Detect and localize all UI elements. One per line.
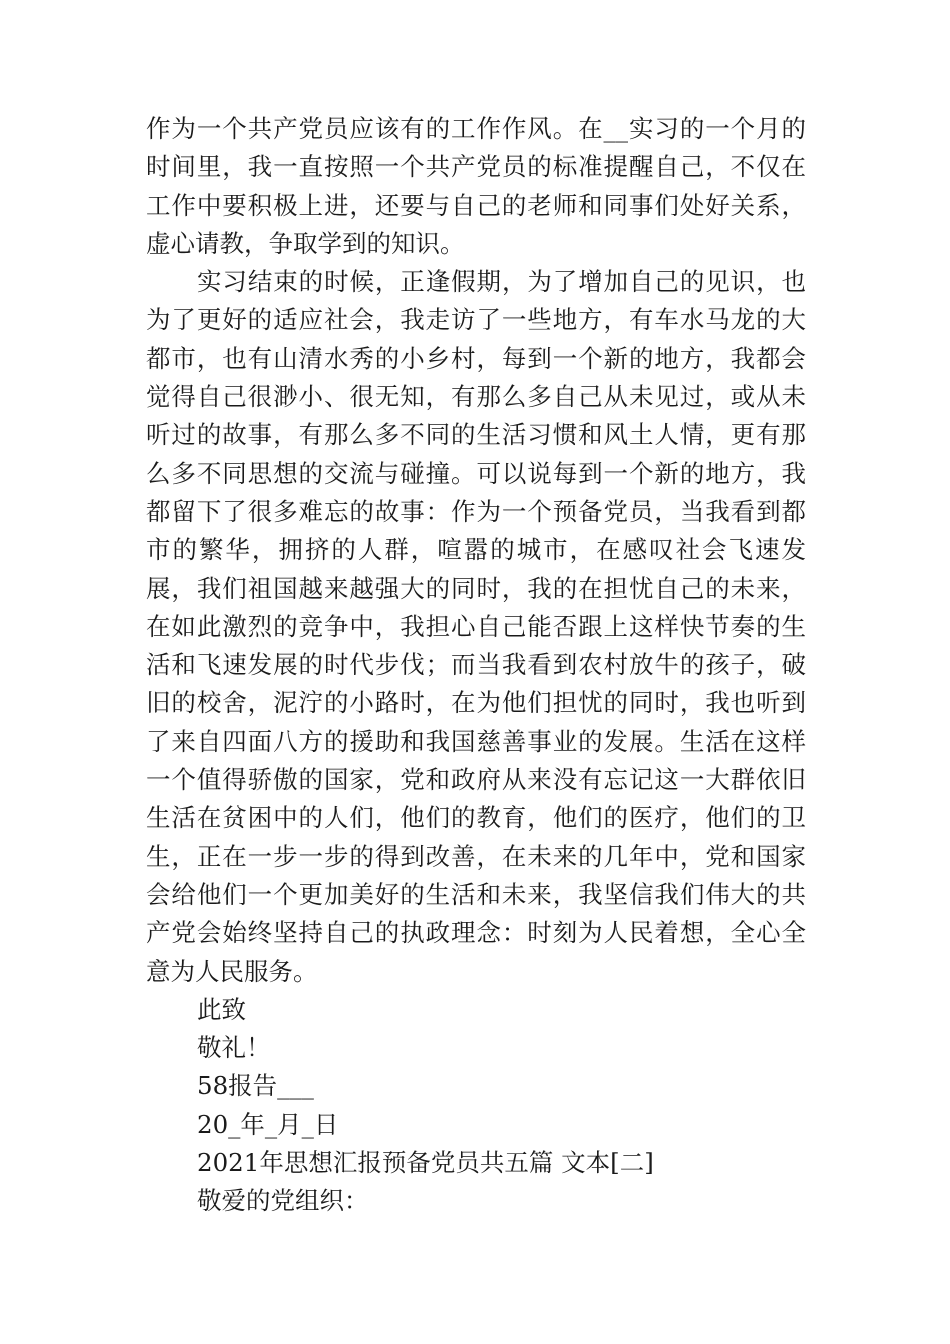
signature-line: 58报告___: [197, 1071, 314, 1101]
next-document-title: 2021年思想汇报预备党员共五篇 文本[二]: [197, 1148, 654, 1178]
body-paragraph-2: 实习结束的时候，正逢假期，为了增加自己的见识，也为了更好的适应社会，我走访了一些地方，有车水马龙的大都市，也有山清水秀的小乡村，每到一个新的地方，我都会觉得自己很渺小、很无知，有那么多自己从未见过，或从未听过的故事，有那么多不同的生活习惯和风土人情，更有那么多不同思想的交流与碰撞。可以说每到一个新的地方，我都留下了很多难忘的故事：作为一个预备党员，当我看到都市的繁华，拥挤的人群，喧嚣的城市，在感叹社会飞速发展，我们祖国越来越强大的同时，我的在担忧自己的未来，在如此激烈的竞争中，我担心自己能否跟上这样快节奏的生活和飞速发展的时代步伐；而当我看到农村放牛的孩子，破旧的校舍，泥泞的小路时，在为他们担忧的同时，我也听到了来自四面八方的援助和我国慈善事业的发展。生活在这样一个值得骄傲的国家，党和政府从来没有忘记这一大群依旧生活在贫困中的人们，他们的教育，他们的医疗，他们的卫生，正在一步一步的得到改善，在未来的几年中，党和国家会给他们一个更加美好的生活和未来，我坚信我们伟大的共产党会始终坚持自己的执政理念：时刻为人民着想，全心全意为人民服务。: [146, 267, 806, 986]
date-line: 20_年_月_日: [197, 1109, 339, 1139]
body-paragraph-1: 作为一个共产党员应该有的工作作风。在__实习的一个月的时间里，我一直按照一个共产党员的标准提醒自己，不仅在工作中要积极上进，还要与自己的老师和同事们处好关系，虚心请教，争取学到的知识。: [146, 114, 806, 258]
closing-greeting: 此致: [197, 994, 246, 1024]
salutation-line: 敬爱的党组织：: [197, 1186, 369, 1216]
document-page: [146, 110, 806, 1221]
closing-salute: 敬礼！: [197, 1033, 271, 1063]
